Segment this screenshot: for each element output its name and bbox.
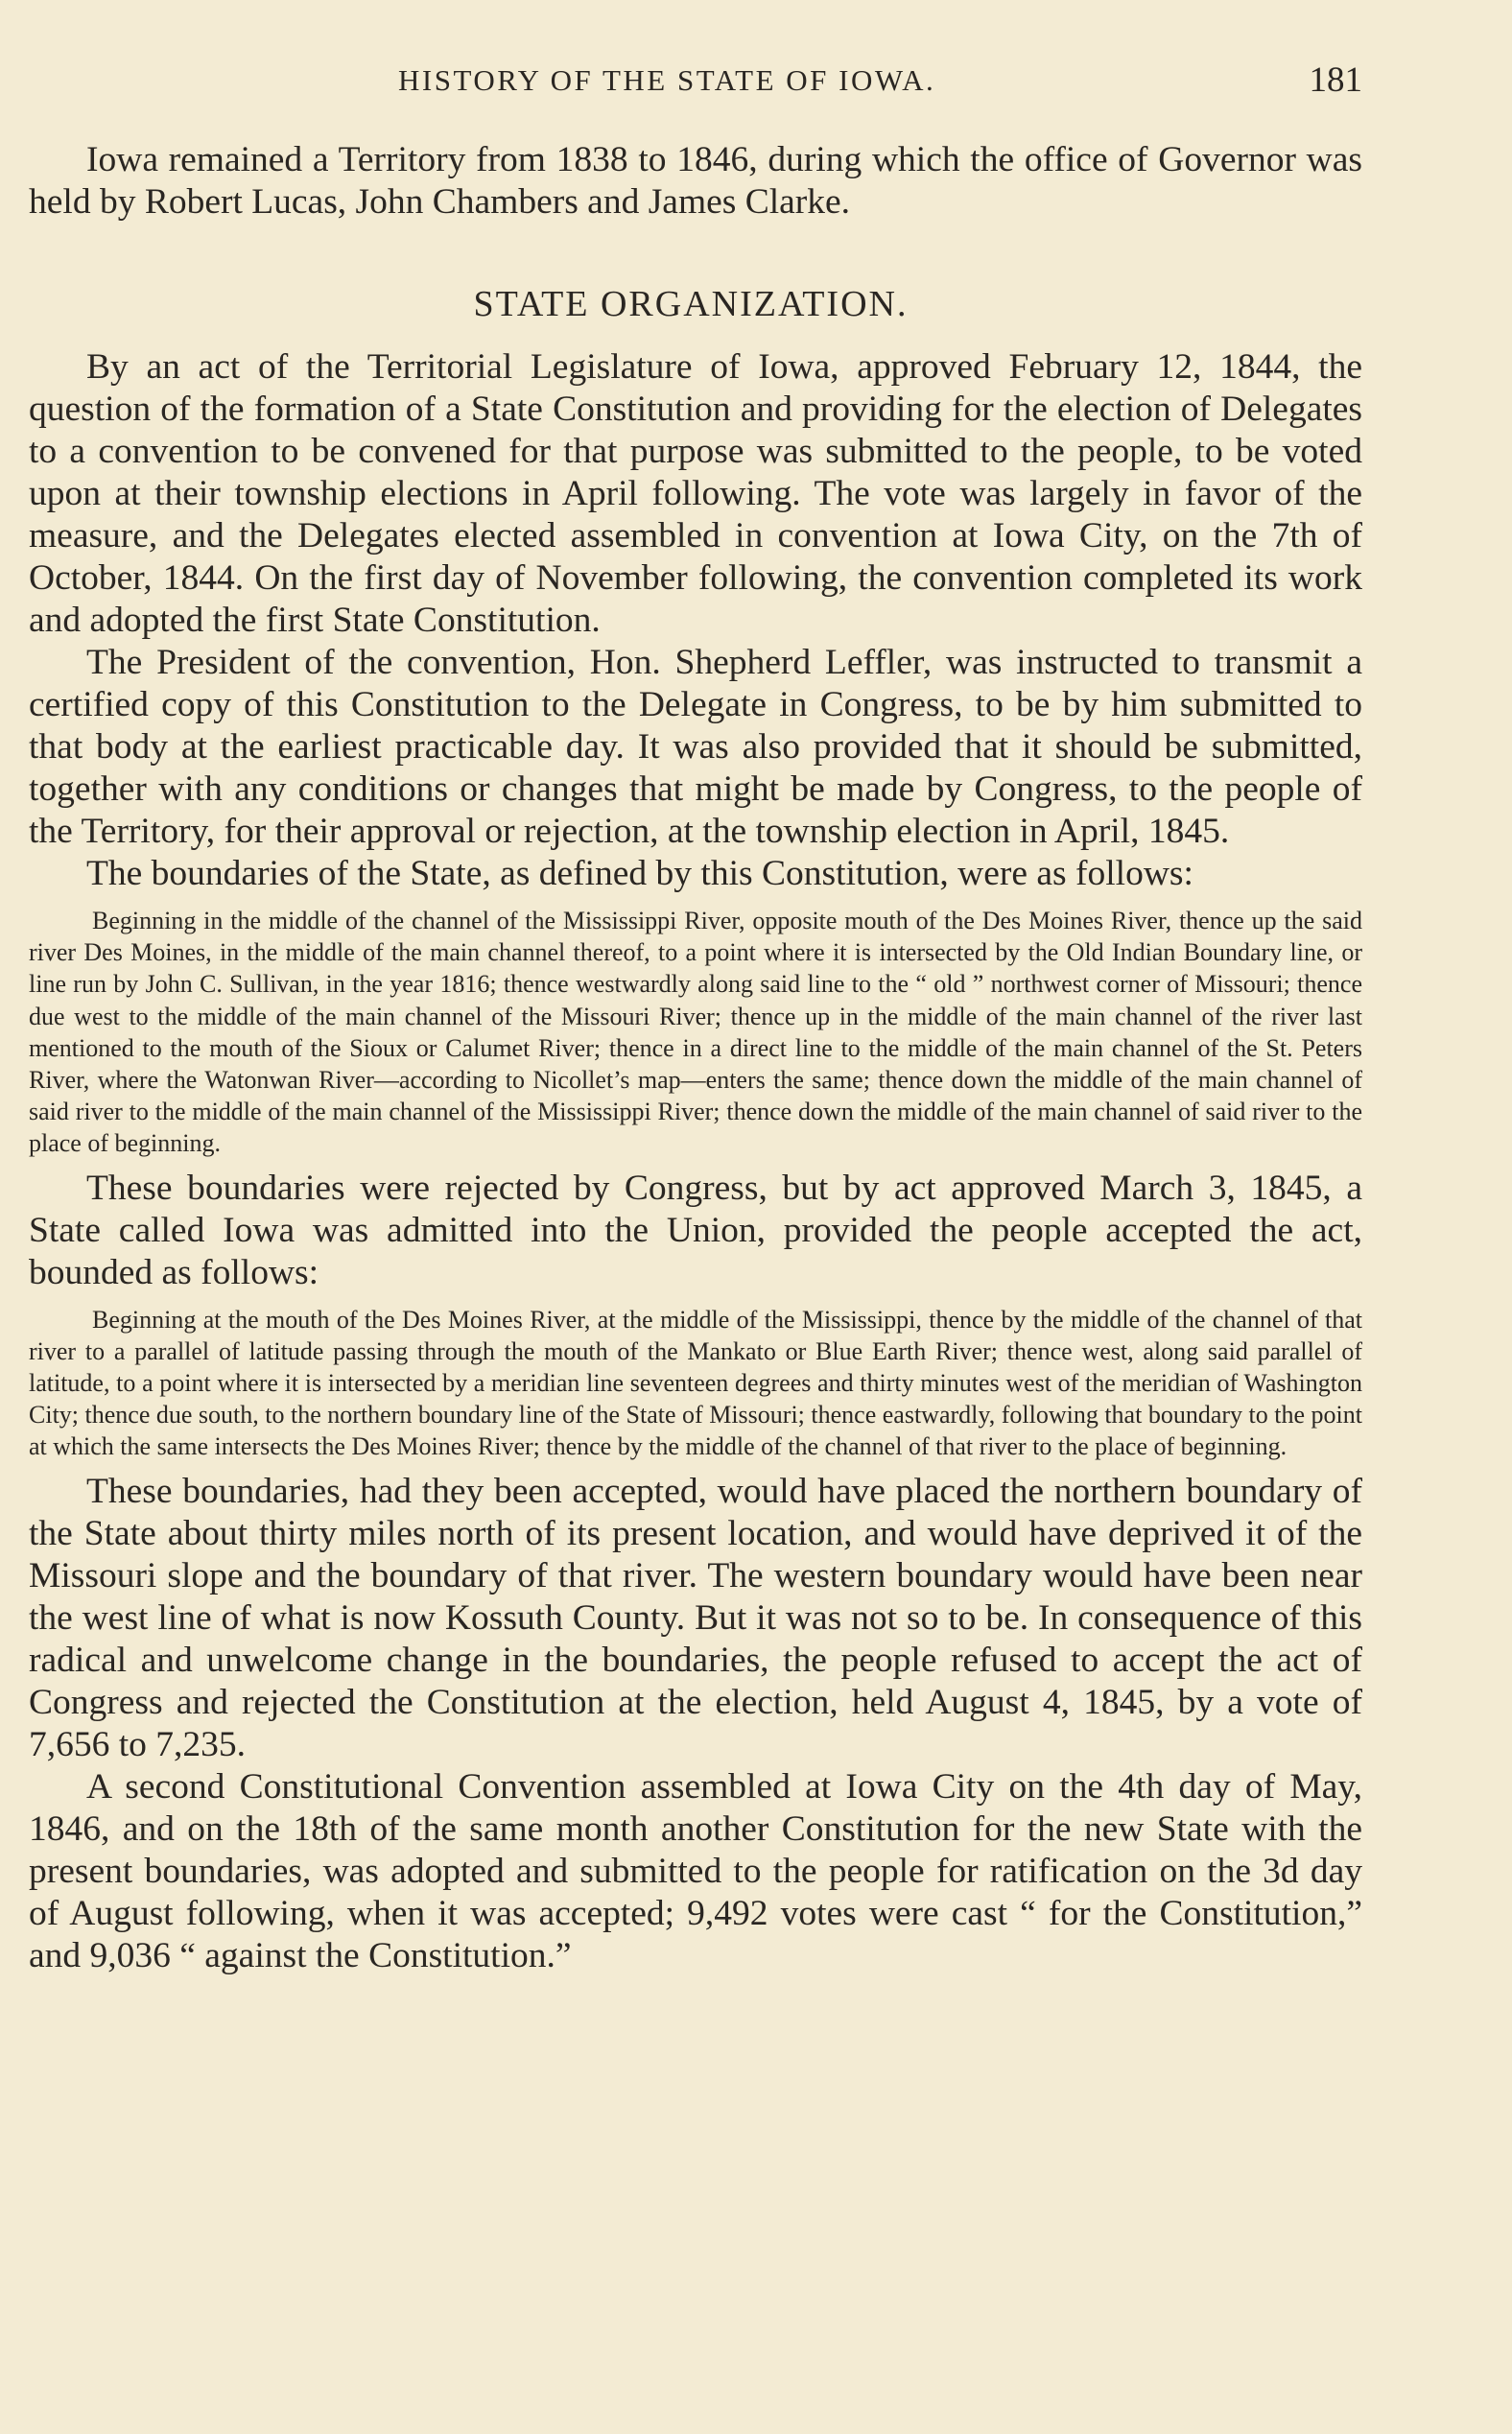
boundary-quote-2: Beginning at the mouth of the Des Moines River, at the middle of the Mississippi, thence by the middle of the channel of that river to a parallel of latitude passing through the mouth of the Mankato or Blue Earth River; thence west, along said parallel of latitude, to a point where it is intersected by a meridian line seventeen degrees and thirty minutes west of the meridian of Washington City; thence due south, to the northern boundary line of the State of Missouri; thence eastwardly, following that boundary to the point at which the same intersects the Des Moines River; thence by the middle of the channel of that river to the place of beginning. xyxy=(29,1305,1362,1461)
paragraph-1: By an act of the Territorial Legislature of Iowa, approved February 12, 1844, the question of the formation of a State Constitution and providing for the election of Delegates to a convention to be convened for that purpose was submitted to the people, to be voted upon at their township elections in April following. The vote was largely in favor of the measure, and the Delegates elected assembled in convention at Iowa City, on the 7th of October, 1844. On the first day of November following, the convention completed its work and adopted the first State Constitution. xyxy=(29,347,1362,640)
boundary-quote-1: Beginning in the middle of the channel of the Mississippi River, opposite mouth of the Des Moines River, thence up the said river Des Moines, in the middle of the main channel thereof, to a point where it is intersected by the Old Indian Boundary line, or line run by John C. Sullivan, in the year 1816; thence westwardly along said line to the “ old ” northwest corner of Missouri; thence due west to the middle of the main channel of the Missouri River; thence up in the middle of the main channel of the river last mentioned to the mouth of the Sioux or Calumet River; thence in a direct line to the middle of the main channel of the St. Peters River, where the Watonwan River—according to Nicollet’s map—enters the same; thence down the middle of the main channel of said river to the middle of the main channel of the Mississippi River; thence down the middle of the main channel of said river to the place of beginning. xyxy=(29,907,1362,1158)
paragraph-2: The President of the convention, Hon. Shepherd Leffler, was instructed to transmit a certified copy of this Constitution to the Delegate in Congress, to be by him submitted to that body at the earliest practicable day. It was also provided that it should be submitted, together with any conditions or changes that might be made by Congress, to the people of the Territory, for their approval or rejection, at the township election in April, 1845. xyxy=(29,643,1362,851)
section-title: STATE ORGANIZATION. xyxy=(473,284,909,324)
paragraph-3: The boundaries of the State, as defined by this Constitution, were as follows: xyxy=(86,854,1193,893)
paragraph-4: These boundaries were rejected by Congress, but by act approved March 3, 1845, a State called Iowa was admitted into the Union, provided the people accepted the act, bounded as follows: xyxy=(29,1168,1362,1292)
paragraph-5: These boundaries, had they been accepted, would have placed the northern boundary of the State about thirty miles north of its present location, and would have deprived it of the Missouri slope and the boundary of that river. The western boundary would have been near the west line of what is now Kossuth County. But it was not so to be. In consequence of this radical and unwelcome change in the boundaries, the people refused to accept the act of Congress and rejected the Constitution at the election, held August 4, 1845, by a vote of 7,656 to 7,235. xyxy=(29,1471,1362,1764)
intro-paragraph: Iowa remained a Territory from 1838 to 1846, during which the office of Governor was held by Robert Lucas, John Chambers and James Clarke. xyxy=(29,140,1362,222)
running-head: HISTORY OF THE STATE OF IOWA. xyxy=(398,63,936,97)
page-header xyxy=(29,60,1362,111)
paragraph-6: A second Constitutional Convention assembled at Iowa City on the 4th day of May, 1846, and on the 18th of the same month another Constitution for the new State with the present boundaries, was adopted and submitted to the people for ratification on the 3d day of August following, when it was accepted; 9,492 votes were cast “ for the Constitution,” and 9,036 “ against the Constitution.” xyxy=(29,1766,1362,1975)
page-number: 181 xyxy=(1309,60,1362,100)
page-body xyxy=(29,139,1362,1977)
